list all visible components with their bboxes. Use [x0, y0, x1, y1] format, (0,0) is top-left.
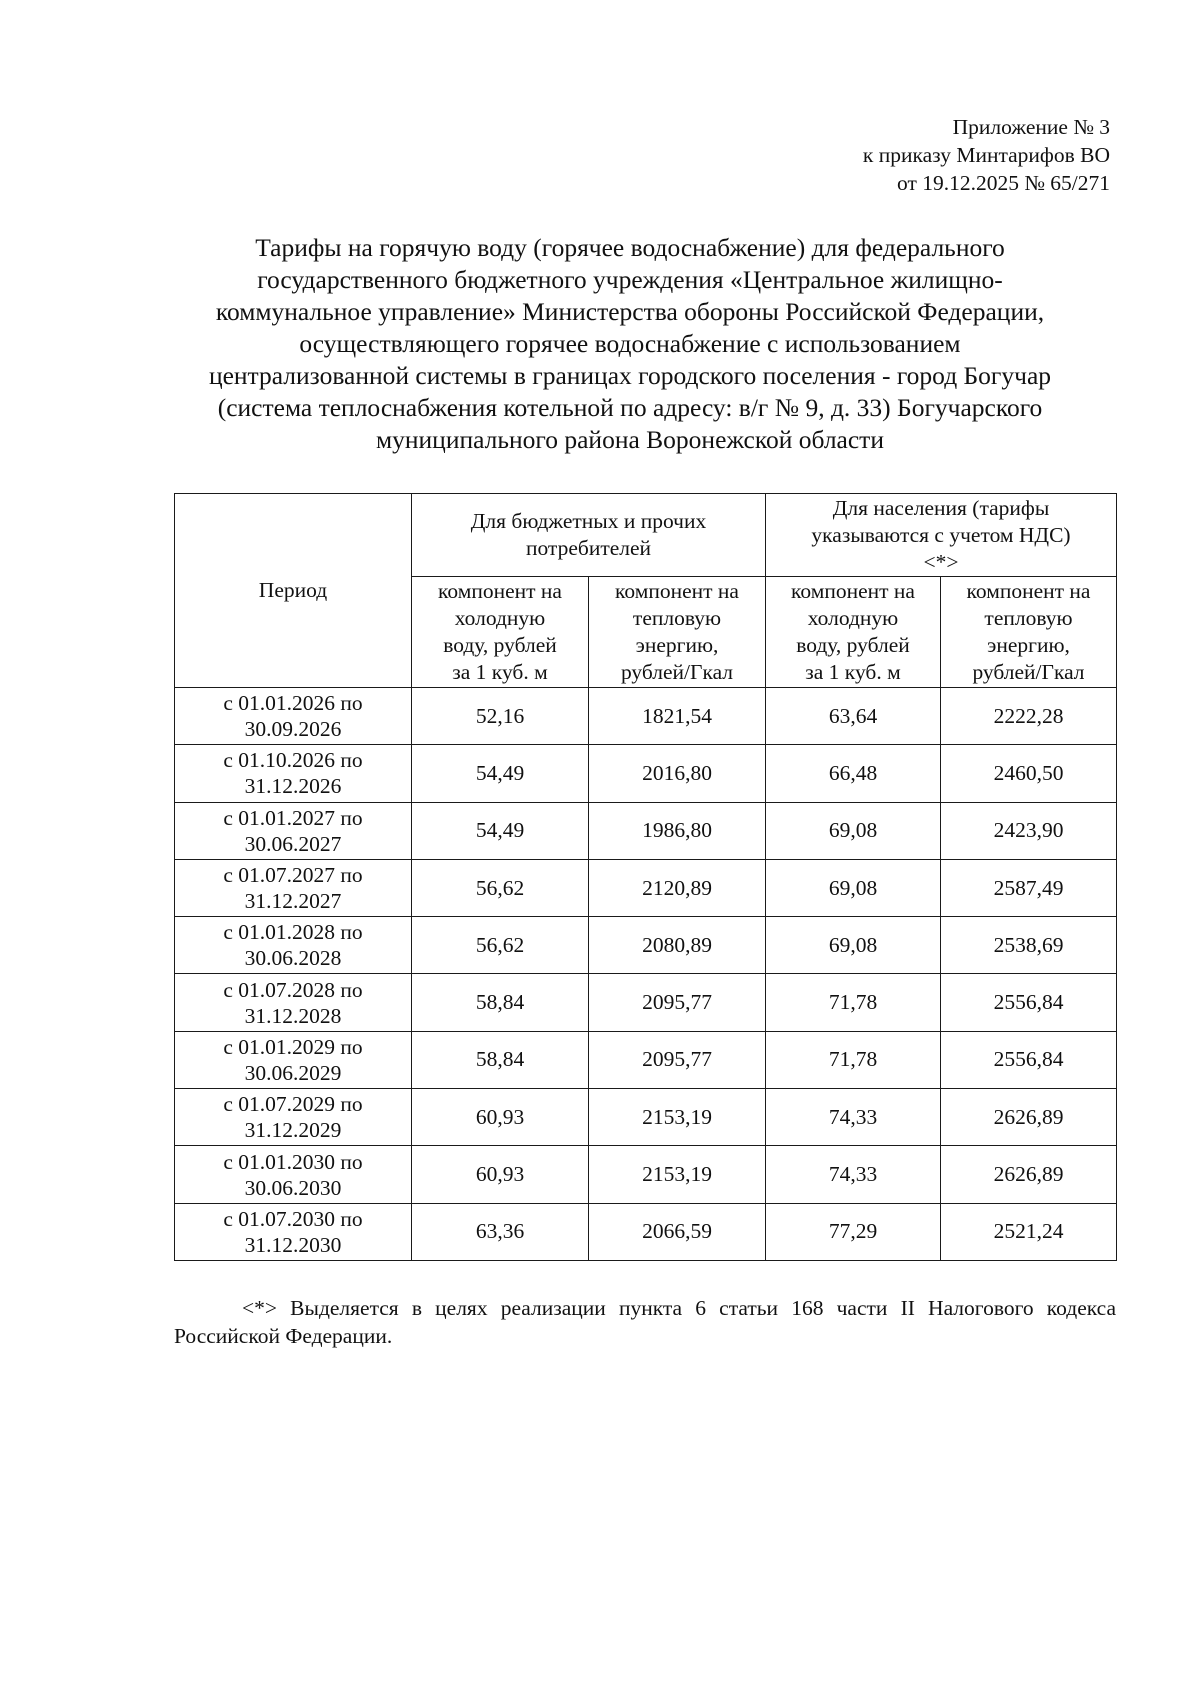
table-row: [175, 688, 1117, 745]
title-line: Тарифы на горячую воду (горячее водоснабжение) для федерального: [255, 233, 1005, 262]
population-cold-water-value: 69,08: [766, 802, 941, 859]
population-heat-energy-value: 2556,84: [941, 1031, 1117, 1088]
budget-cold-water-value: 60,93: [412, 1146, 589, 1203]
cold-water-component-header: компонент на холодную воду, рублей за 1 куб. м: [412, 577, 589, 688]
budget-cold-water-value: 56,62: [412, 917, 589, 974]
population-cold-water-value: 74,33: [766, 1089, 941, 1146]
population-heat-energy-value: 2587,49: [941, 859, 1117, 916]
title-line: (система теплоснабжения котельной по адресу: в/г № 9, д. 33) Богучарского: [217, 393, 1043, 422]
period-cell: с 01.07.2027 по 31.12.2027: [175, 859, 412, 916]
period-cell: с 01.01.2026 по 30.09.2026: [175, 688, 412, 745]
population-heat-energy-value: 2626,89: [941, 1146, 1117, 1203]
population-heat-energy-value: 2538,69: [941, 917, 1117, 974]
budget-heat-energy-value: 2153,19: [589, 1089, 766, 1146]
title-line: коммунальное управление» Министерства обороны Российской Федерации,: [215, 297, 1045, 326]
appendix-order-ref: к приказу Минтарифов ВО: [862, 143, 1110, 167]
budget-heat-energy-value: 2016,80: [589, 745, 766, 802]
population-heat-energy-value: 2222,28: [941, 688, 1117, 745]
budget-cold-water-value: 58,84: [412, 1031, 589, 1088]
population-cold-water-value: 69,08: [766, 859, 941, 916]
document-title: [160, 232, 1100, 456]
period-cell: с 01.01.2029 по 30.06.2029: [175, 1031, 412, 1088]
cold-water-component-header: компонент на холодную воду, рублей за 1 куб. м: [766, 577, 941, 688]
population-cold-water-value: 77,29: [766, 1203, 941, 1260]
title-line: муниципального района Воронежской области: [376, 425, 884, 454]
table-row: [175, 1146, 1117, 1203]
period-cell: с 01.07.2028 по 31.12.2028: [175, 974, 412, 1031]
population-heat-energy-value: 2521,24: [941, 1203, 1117, 1260]
population-heat-energy-value: 2423,90: [941, 802, 1117, 859]
period-cell: с 01.01.2030 по 30.06.2030: [175, 1146, 412, 1203]
population-cold-water-value: 63,64: [766, 688, 941, 745]
title-line: централизованной системы в границах городского поселения - город Богучар: [208, 361, 1052, 390]
footnote: <*> Выделяется в целях реализации пункта 6 статьи 168 части II Налогового кодекса Российской Федерации.: [174, 1296, 1116, 1348]
budget-cold-water-value: 54,49: [412, 802, 589, 859]
period-cell: с 01.10.2026 по 31.12.2026: [175, 745, 412, 802]
budget-heat-energy-value: 2080,89: [589, 917, 766, 974]
budget-heat-energy-value: 1821,54: [589, 688, 766, 745]
period-cell: с 01.01.2027 по 30.06.2027: [175, 802, 412, 859]
budget-heat-energy-value: 2120,89: [589, 859, 766, 916]
budget-heat-energy-value: 2095,77: [589, 974, 766, 1031]
table-row: [175, 974, 1117, 1031]
title-line: государственного бюджетного учреждения «Центральное жилищно-: [257, 265, 1003, 294]
heat-energy-component-header: компонент на тепловую энергию, рублей/Гкал: [941, 577, 1117, 688]
budget-cold-water-value: 52,16: [412, 688, 589, 745]
population-heat-energy-value: 2626,89: [941, 1089, 1117, 1146]
title-line: осуществляющего горячее водоснабжение с использованием: [299, 329, 961, 358]
population-cold-water-value: 71,78: [766, 974, 941, 1031]
table-row: [175, 1031, 1117, 1088]
heat-energy-component-header: компонент на тепловую энергию, рублей/Гкал: [589, 577, 766, 688]
budget-cold-water-value: 60,93: [412, 1089, 589, 1146]
table-row: [175, 1089, 1117, 1146]
budget-cold-water-value: 58,84: [412, 974, 589, 1031]
table-row: [175, 802, 1117, 859]
budget-heat-energy-value: 1986,80: [589, 802, 766, 859]
population-cold-water-value: 66,48: [766, 745, 941, 802]
population-heat-energy-value: 2460,50: [941, 745, 1117, 802]
period-header: Период: [175, 494, 412, 688]
budget-cold-water-value: 54,49: [412, 745, 589, 802]
population-cold-water-value: 71,78: [766, 1031, 941, 1088]
table-row: [175, 917, 1117, 974]
appendix-order-date: от 19.12.2025 № 65/271: [897, 171, 1110, 195]
table-row: [175, 745, 1117, 802]
table-row: [175, 1203, 1117, 1260]
population-header: Для населения (тарифы указываются с учетом НДС) <*>: [766, 494, 1117, 577]
budget-heat-energy-value: 2095,77: [589, 1031, 766, 1088]
appendix-reference: [510, 113, 1110, 197]
period-cell: с 01.01.2028 по 30.06.2028: [175, 917, 412, 974]
budget-cold-water-value: 56,62: [412, 859, 589, 916]
tariff-table: [174, 493, 1117, 1261]
population-heat-energy-value: 2556,84: [941, 974, 1117, 1031]
population-cold-water-value: 69,08: [766, 917, 941, 974]
table-row: [175, 859, 1117, 916]
period-cell: с 01.07.2029 по 31.12.2029: [175, 1089, 412, 1146]
budget-cold-water-value: 63,36: [412, 1203, 589, 1260]
appendix-number: Приложение № 3: [952, 115, 1110, 139]
population-cold-water-value: 74,33: [766, 1146, 941, 1203]
budget-heat-energy-value: 2066,59: [589, 1203, 766, 1260]
budget-consumers-header: Для бюджетных и прочих потребителей: [412, 494, 766, 577]
budget-heat-energy-value: 2153,19: [589, 1146, 766, 1203]
period-cell: с 01.07.2030 по 31.12.2030: [175, 1203, 412, 1260]
